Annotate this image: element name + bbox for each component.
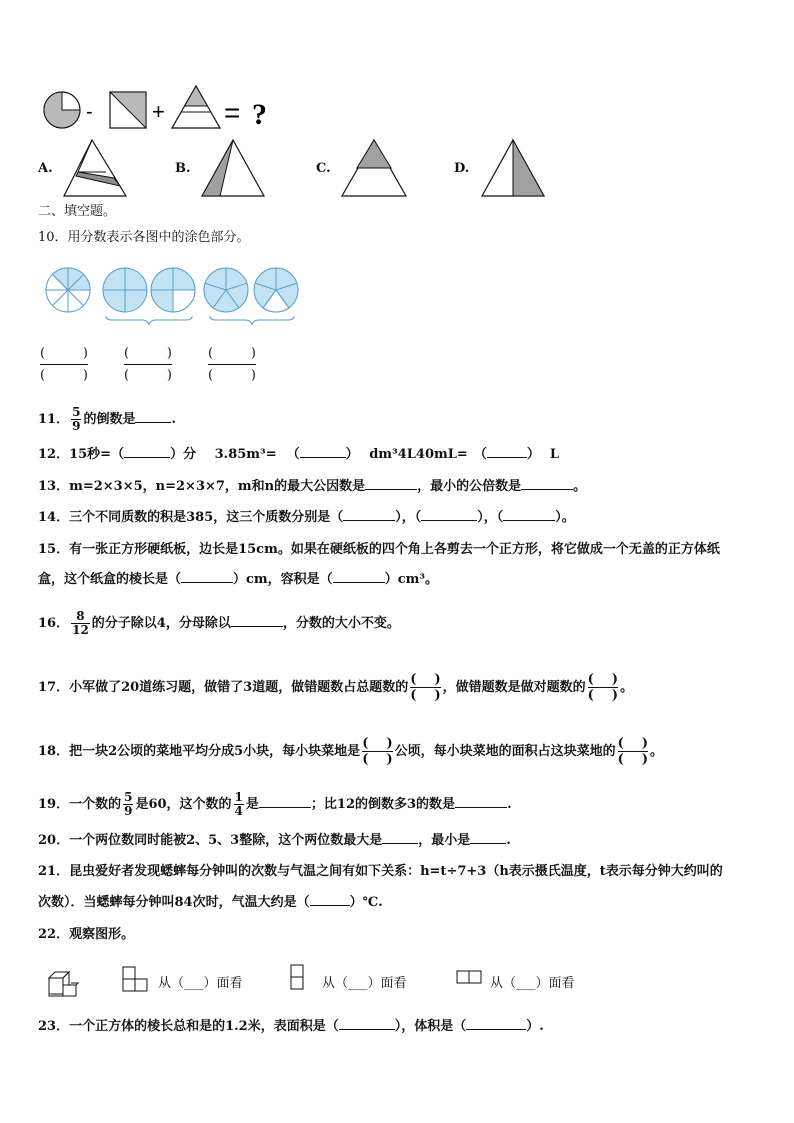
view-shape-l-icon: [122, 966, 150, 994]
question-12: 12．15秒=（ ）分 3.85m³= （ ） dm³4L40mL= （ ） L: [38, 447, 559, 462]
q13-gcd-blank[interactable]: [365, 489, 417, 490]
question-15-line-1: 15．有一张正方形硬纸板，边长是15cm。如果在硬纸板的四个角上各剪去一个正方形，将它做成一个无盖的正方体纸: [38, 542, 720, 557]
question-11: 11． $\frac{5}{9}$ 的倒数是 .: [38, 405, 176, 433]
q10-answer-fraction-1[interactable]: ( ) ( ): [40, 346, 88, 383]
question-14: 14．三个不同质数的积是385，这三个质数分别是（ ），（ ），（ ）。: [38, 510, 575, 525]
question-19: 19．一个数的 $\frac{5}{9}$ 是60，这个数的 $\frac{1}{4}$ 是 ；比12的倒数多3的数是 .: [38, 790, 512, 818]
q17-fraction-blank-1[interactable]: ( ) ( ): [410, 672, 441, 703]
q19-answer-blank-2[interactable]: [455, 807, 507, 808]
q12-seconds-blank[interactable]: [124, 457, 170, 458]
cube-stack-figure: [46, 966, 80, 998]
circle-fifths-full-icon: [204, 268, 248, 312]
minus-sign: -: [86, 101, 93, 123]
question-22-text: 22．观察图形。: [38, 927, 135, 942]
q20-max-blank[interactable]: [382, 843, 418, 844]
view-label-2: 从（___）面看: [322, 976, 407, 991]
option-a-label: A.: [38, 161, 53, 176]
equals-sign: =: [224, 97, 241, 128]
option-b-label: B.: [175, 161, 191, 176]
view-label-1: 从（___）面看: [158, 976, 243, 991]
q14-prime-blank-3[interactable]: [503, 520, 555, 521]
question-15-line-2: 盒，这个纸盒的棱长是（ ）cm，容积是（ ）cm³。: [38, 572, 439, 587]
option-d-figure: [480, 138, 546, 198]
shaded-triangle-icon: [172, 86, 220, 128]
question-21-line-2: 次数）．当蟋蟀每分钟叫84次时，气温大约是（ ）℃.: [38, 895, 383, 910]
q18-fraction-blank-2[interactable]: ( ) ( ): [617, 736, 649, 767]
q23-area-blank[interactable]: [339, 1029, 395, 1030]
q18-fraction-blank-1[interactable]: ( ) ( ): [362, 736, 393, 767]
q10-answer-fraction-3[interactable]: ( ) ( ): [208, 346, 256, 383]
question-21-line-1: 21．昆虫爱好者发现蟋蟀每分钟叫的次数与气温之间有如下关系：h=t÷7+3（h表示摄氏温度，t表示每分钟大约叫的: [38, 864, 723, 879]
q20-min-blank[interactable]: [470, 843, 506, 844]
q17-fraction-blank-2[interactable]: ( ) ( ): [587, 672, 619, 703]
section-title: 二、填空题。: [38, 204, 117, 219]
option-c-label: C.: [316, 161, 331, 176]
q15-volume-blank[interactable]: [333, 582, 385, 583]
plus-sign: +: [152, 99, 165, 124]
question-23: 23．一个正方体的棱长总和是的1.2米，表面积是（ ），体积是（ ）.: [38, 1019, 544, 1034]
question-16: 16． $\frac{8}{12}$ 的分子除以4，分母除以 ，分数的大小不变。: [38, 609, 400, 637]
option-d-label: D.: [454, 161, 470, 176]
q15-edge-blank[interactable]: [181, 582, 233, 583]
q19-answer-blank-1[interactable]: [259, 807, 311, 808]
q13-lcm-blank[interactable]: [521, 489, 573, 490]
q16-answer-blank[interactable]: [231, 626, 283, 627]
q12-dm3-blank[interactable]: [300, 457, 346, 458]
option-a-figure: [62, 138, 128, 198]
view-shape-column-icon: [290, 964, 306, 994]
question-10-text: 10．用分数表示各图中的涂色部分。: [38, 230, 250, 245]
q14-prime-blank-2[interactable]: [421, 520, 477, 521]
q14-prime-blank-1[interactable]: [343, 520, 395, 521]
q11-answer-blank[interactable]: [135, 422, 171, 423]
q10-circle-figures: [40, 262, 300, 328]
question-mark: ?: [252, 98, 267, 131]
q21-temperature-blank[interactable]: [310, 905, 350, 906]
circle-quarters-partial-icon: [151, 268, 195, 312]
question-18: 18．把一块2公顷的菜地平均分成5小块，每小块菜地是 ( ) ( ) 公顷，每小块菜地的面积占这块菜地的 ( ) ( ) 。: [38, 736, 664, 767]
shaded-square-icon: [110, 92, 146, 128]
q12-liter-blank[interactable]: [487, 457, 527, 458]
equation-figures: [38, 84, 278, 134]
circle-fifths-partial-icon: [254, 268, 298, 312]
question-20: 20．一个两位数同时能被2、5、3整除，这个两位数最大是 ，最小是 .: [38, 833, 511, 848]
question-13: 13．m=2×3×5，n=2×3×7，m和n的最大公因数是 ，最小的公倍数是 。: [38, 479, 587, 494]
circle-eighths-icon: [46, 268, 90, 312]
q23-volume-blank[interactable]: [466, 1029, 526, 1030]
question-17: 17．小军做了20道练习题，做错了3道题，做错题数占总题数的 ( ) ( ) ，做错题数是做对题数的 ( ) ( ) 。: [38, 672, 634, 703]
view-shape-row-icon: [456, 970, 484, 986]
q10-answer-fraction-2[interactable]: ( ) ( ): [124, 346, 172, 383]
option-b-figure: [200, 138, 266, 198]
circle-quarters-full-icon: [103, 268, 147, 312]
option-c-figure: [340, 138, 408, 198]
shaded-circle-icon: [44, 92, 80, 128]
view-label-3: 从（___）面看: [490, 976, 575, 991]
